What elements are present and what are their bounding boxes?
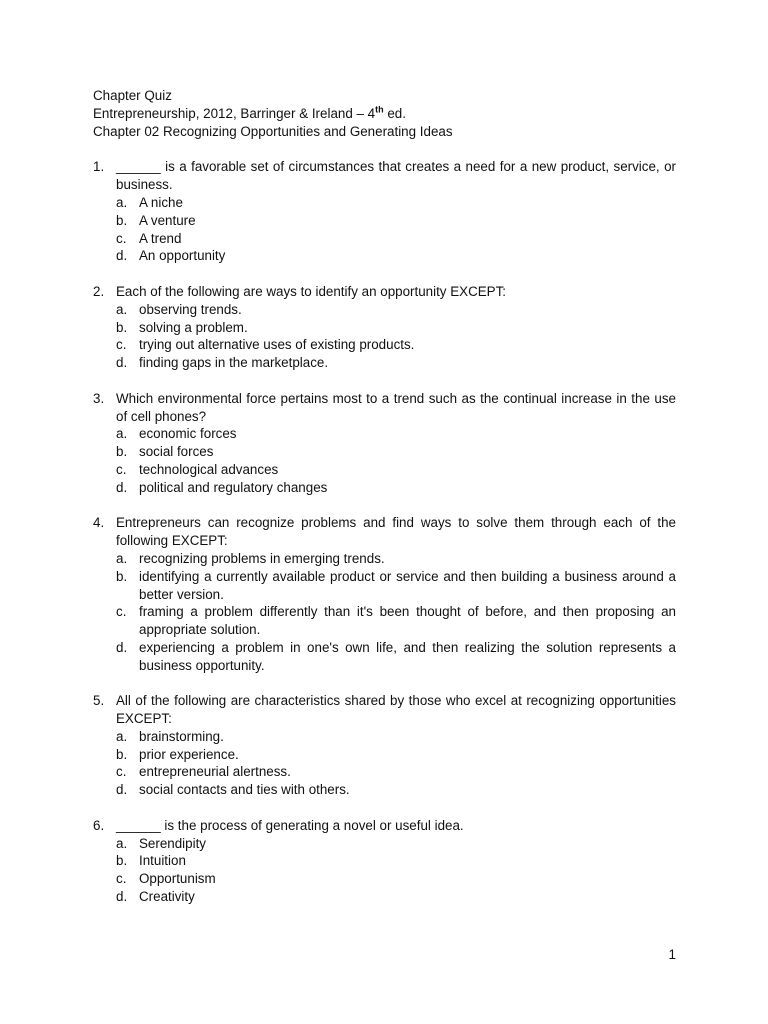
book-citation [93,105,676,123]
question-number: 2. [93,283,105,299]
question-list [93,158,676,905]
option-text: prior experience. [139,746,239,762]
book-citation-text: Entrepreneurship, 2012, Barringer & Ireland – 4 [93,105,376,121]
answer-option [116,425,676,443]
answer-option [116,852,676,870]
option-letter: c. [116,871,127,887]
question-number: 3. [93,390,105,406]
answer-option [116,870,676,888]
answer-option [116,763,676,781]
question-item [93,158,676,265]
question-number: 4. [93,515,105,531]
question-text: All of the following are characteristics shared by those who excel at recognizing opportunities EXCEPT: [116,693,676,727]
option-text: A trend [139,230,182,246]
option-text: trying out alternative uses of existing products. [139,337,415,353]
option-letter: a. [116,550,128,566]
option-letter: c. [116,461,127,477]
option-text: social forces [139,444,214,460]
option-letter: c. [116,230,127,246]
option-letter: d. [116,639,128,655]
question-number: 1. [93,159,105,175]
quiz-title: Chapter Quiz [93,88,172,103]
answer-option [116,888,676,906]
answer-options [116,728,676,799]
answer-option [116,603,676,639]
option-letter: b. [116,212,128,228]
option-letter: b. [116,568,128,584]
question-stem [93,817,676,835]
option-text: Intuition [139,853,186,869]
edition-superscript: th [375,104,384,115]
answer-option [116,568,676,604]
option-text: political and regulatory changes [139,479,328,495]
option-text: technological advances [139,461,279,477]
answer-option [116,479,676,497]
option-text: A venture [139,212,196,228]
question-text: Which environmental force pertains most to a trend such as the continual increase in the use of cell phones? [116,390,676,424]
chapter-title: Chapter 02 Recognizing Opportunities and Generating Ideas [93,123,453,139]
option-letter: a. [116,426,128,442]
option-text: Serendipity [139,835,206,851]
answer-option [116,746,676,764]
answer-option [116,550,676,568]
question-number: 5. [93,693,105,709]
question-text: ______ is a favorable set of circumstances that creates a need for a new product, service, or business. [116,159,676,193]
option-text: social contacts and ties with others. [139,782,350,798]
option-letter: a. [116,728,128,744]
option-text: framing a problem differently than it's been thought of before, and then proposing an appropriate solution. [139,604,676,638]
answer-option [116,835,676,853]
question-item [93,817,676,906]
answer-option [116,639,676,675]
option-text: observing trends. [139,301,242,317]
option-letter: c. [116,764,127,780]
question-item [93,283,676,372]
book-citation-suffix: ed. [383,105,406,121]
option-text: finding gaps in the marketplace. [139,355,329,371]
question-item [93,514,676,674]
option-text: entrepreneurial alertness. [139,764,291,780]
option-text: experiencing a problem in one's own life, and then realizing the solution represents a business opportunity. [139,639,676,673]
option-text: Creativity [139,889,195,905]
option-text: An opportunity [139,248,226,264]
answer-options [116,835,676,906]
option-letter: b. [116,319,128,335]
answer-options [116,425,676,496]
option-text: solving a problem. [139,319,248,335]
option-text: A niche [139,194,183,210]
question-stem [93,158,676,194]
answer-option [116,230,676,248]
option-letter: d. [116,355,128,371]
question-item [93,390,676,497]
answer-option [116,301,676,319]
question-text: Each of the following are ways to identify an opportunity EXCEPT: [116,283,507,299]
answer-options [116,550,676,675]
answer-option [116,319,676,337]
answer-option [116,336,676,354]
option-letter: a. [116,194,128,210]
question-item [93,692,676,799]
option-letter: d. [116,782,128,798]
answer-option [116,461,676,479]
option-letter: b. [116,444,128,460]
question-stem [93,390,676,426]
question-text: ______ is the process of generating a novel or useful idea. [116,817,464,833]
option-text: identifying a currently available product or service and then building a business around a better version. [139,568,676,602]
question-text: Entrepreneurs can recognize problems and find ways to solve them through each of the following EXCEPT: [116,515,676,549]
option-letter: b. [116,853,128,869]
option-letter: d. [116,248,128,264]
question-stem [93,692,676,728]
option-text: Opportunism [139,871,216,887]
option-letter: a. [116,835,128,851]
question-stem [93,283,676,301]
question-stem [93,514,676,550]
answer-option [116,728,676,746]
quiz-page [93,87,676,924]
option-letter: c. [116,337,127,353]
document-header [93,87,676,140]
option-text: economic forces [139,426,237,442]
answer-option [116,247,676,265]
question-number: 6. [93,817,105,833]
option-letter: c. [116,604,127,620]
answer-option [116,443,676,461]
page-number: 1 [668,947,676,962]
answer-options [116,301,676,372]
option-text: recognizing problems in emerging trends. [139,550,385,566]
option-letter: d. [116,889,128,905]
option-letter: a. [116,301,128,317]
option-letter: d. [116,479,128,495]
answer-option [116,212,676,230]
answer-option [116,781,676,799]
answer-option [116,194,676,212]
answer-options [116,194,676,265]
answer-option [116,354,676,372]
option-letter: b. [116,746,128,762]
option-text: brainstorming. [139,728,224,744]
